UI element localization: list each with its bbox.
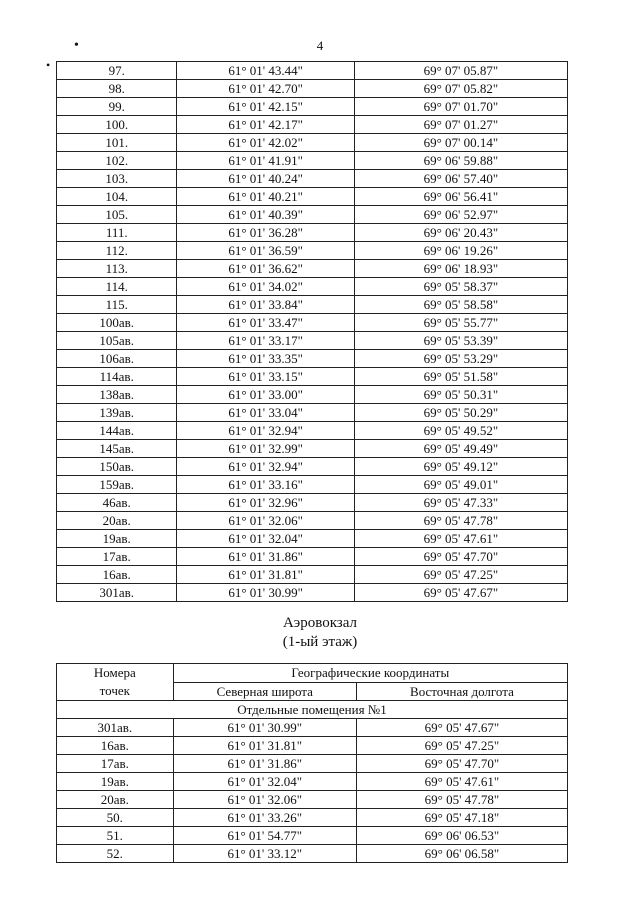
coordinates-table-1 xyxy=(56,61,568,602)
table-row xyxy=(57,494,568,512)
point-number-cell: 17ав. xyxy=(57,755,174,773)
longitude-cell: 69° 07' 05.82" xyxy=(354,80,567,98)
longitude-cell: 69° 07' 05.87" xyxy=(354,62,567,80)
table-row xyxy=(57,278,568,296)
header-coords: Географические координаты xyxy=(173,664,567,683)
longitude-cell: 69° 05' 51.58" xyxy=(354,368,567,386)
coordinates-table-2 xyxy=(56,663,568,863)
latitude-cell: 61° 01' 40.39" xyxy=(177,206,354,224)
point-number-cell: 20ав. xyxy=(57,512,177,530)
table-row xyxy=(57,512,568,530)
point-number-cell: 112. xyxy=(57,242,177,260)
point-number-cell: 101. xyxy=(57,134,177,152)
point-number-cell: 105. xyxy=(57,206,177,224)
latitude-cell: 61° 01' 43.44" xyxy=(177,62,354,80)
point-number-cell: 16ав. xyxy=(57,737,174,755)
latitude-cell: 61° 01' 33.26" xyxy=(173,809,356,827)
longitude-cell: 69° 05' 47.67" xyxy=(354,584,567,602)
header-longitude: Восточная долгота xyxy=(356,682,567,701)
section-title: Аэровокзал xyxy=(282,615,358,631)
point-number-cell: 144ав. xyxy=(57,422,177,440)
table-row xyxy=(57,845,568,863)
point-number-cell: 104. xyxy=(57,188,177,206)
point-number-cell: 150ав. xyxy=(57,458,177,476)
longitude-cell: 69° 06' 20.43" xyxy=(354,224,567,242)
longitude-cell: 69° 05' 47.61" xyxy=(354,530,567,548)
table-row xyxy=(57,152,568,170)
latitude-cell: 61° 01' 32.94" xyxy=(177,458,354,476)
longitude-cell: 69° 05' 58.58" xyxy=(354,296,567,314)
longitude-cell: 69° 05' 49.12" xyxy=(354,458,567,476)
longitude-cell: 69° 06' 57.40" xyxy=(354,170,567,188)
table-row xyxy=(57,584,568,602)
table-row xyxy=(57,224,568,242)
table-row xyxy=(57,62,568,80)
latitude-cell: 61° 01' 33.12" xyxy=(173,845,356,863)
point-number-cell: 16ав. xyxy=(57,566,177,584)
latitude-cell: 61° 01' 32.04" xyxy=(177,530,354,548)
point-number-cell: 17ав. xyxy=(57,548,177,566)
table-row xyxy=(57,206,568,224)
section-row xyxy=(57,701,568,719)
point-number-cell: 111. xyxy=(57,224,177,242)
latitude-cell: 61° 01' 34.02" xyxy=(177,278,354,296)
longitude-cell: 69° 05' 47.25" xyxy=(356,737,567,755)
longitude-cell: 69° 05' 58.37" xyxy=(354,278,567,296)
point-number-cell: 103. xyxy=(57,170,177,188)
table-row xyxy=(57,260,568,278)
table-row xyxy=(57,548,568,566)
point-number-cell: 301ав. xyxy=(57,584,177,602)
longitude-cell: 69° 05' 49.01" xyxy=(354,476,567,494)
point-number-cell: 50. xyxy=(57,809,174,827)
latitude-cell: 61° 01' 30.99" xyxy=(173,719,356,737)
table-row xyxy=(57,386,568,404)
table-body xyxy=(57,664,568,863)
longitude-cell: 69° 05' 47.25" xyxy=(354,566,567,584)
table-row xyxy=(57,458,568,476)
point-number-cell: 46ав. xyxy=(57,494,177,512)
longitude-cell: 69° 06' 59.88" xyxy=(354,152,567,170)
longitude-cell: 69° 06' 19.26" xyxy=(354,242,567,260)
table-row xyxy=(57,791,568,809)
table-row xyxy=(57,296,568,314)
table-row xyxy=(57,80,568,98)
point-number-cell: 97. xyxy=(57,62,177,80)
longitude-cell: 69° 06' 06.58" xyxy=(356,845,567,863)
latitude-cell: 61° 01' 41.91" xyxy=(177,152,354,170)
latitude-cell: 61° 01' 33.84" xyxy=(177,296,354,314)
longitude-cell: 69° 05' 47.70" xyxy=(354,548,567,566)
latitude-cell: 61° 01' 33.15" xyxy=(177,368,354,386)
latitude-cell: 61° 01' 30.99" xyxy=(177,584,354,602)
longitude-cell: 69° 05' 47.67" xyxy=(356,719,567,737)
point-number-cell: 100ав. xyxy=(57,314,177,332)
latitude-cell: 61° 01' 31.86" xyxy=(177,548,354,566)
point-number-cell: 159ав. xyxy=(57,476,177,494)
point-number-cell: 19ав. xyxy=(57,773,174,791)
latitude-cell: 61° 01' 33.16" xyxy=(177,476,354,494)
longitude-cell: 69° 05' 47.70" xyxy=(356,755,567,773)
page-number: 4 xyxy=(316,38,324,53)
longitude-cell: 69° 05' 49.49" xyxy=(354,440,567,458)
longitude-cell: 69° 05' 55.77" xyxy=(354,314,567,332)
longitude-cell: 69° 05' 50.29" xyxy=(354,404,567,422)
latitude-cell: 61° 01' 33.35" xyxy=(177,350,354,368)
table-row xyxy=(57,773,568,791)
point-number-cell: 113. xyxy=(57,260,177,278)
scan-dot-mark: • xyxy=(74,38,79,53)
table-row xyxy=(57,476,568,494)
table-row xyxy=(57,134,568,152)
header-points xyxy=(57,664,174,701)
table-row xyxy=(57,719,568,737)
section-label: Отдельные помещения №1 xyxy=(57,701,568,719)
longitude-cell: 69° 06' 18.93" xyxy=(354,260,567,278)
scan-dot-mark: • xyxy=(46,58,51,72)
table-row xyxy=(57,188,568,206)
latitude-cell: 61° 01' 32.06" xyxy=(173,791,356,809)
latitude-cell: 61° 01' 40.21" xyxy=(177,188,354,206)
table-row xyxy=(57,368,568,386)
header-points-label: Номера точек xyxy=(93,665,136,698)
point-number-cell: 139ав. xyxy=(57,404,177,422)
longitude-cell: 69° 05' 53.39" xyxy=(354,332,567,350)
latitude-cell: 61° 01' 32.96" xyxy=(177,494,354,512)
latitude-cell: 61° 01' 40.24" xyxy=(177,170,354,188)
latitude-cell: 61° 01' 33.04" xyxy=(177,404,354,422)
longitude-cell: 69° 05' 47.33" xyxy=(354,494,567,512)
header-latitude: Северная широта xyxy=(173,682,356,701)
latitude-cell: 61° 01' 33.47" xyxy=(177,314,354,332)
table-row xyxy=(57,332,568,350)
latitude-cell: 61° 01' 54.77" xyxy=(173,827,356,845)
latitude-cell: 61° 01' 42.17" xyxy=(177,116,354,134)
point-number-cell: 20ав. xyxy=(57,791,174,809)
point-number-cell: 138ав. xyxy=(57,386,177,404)
latitude-cell: 61° 01' 31.81" xyxy=(173,737,356,755)
point-number-cell: 19ав. xyxy=(57,530,177,548)
longitude-cell: 69° 05' 49.52" xyxy=(354,422,567,440)
point-number-cell: 106ав. xyxy=(57,350,177,368)
table-row xyxy=(57,404,568,422)
table-row xyxy=(57,530,568,548)
table-row xyxy=(57,566,568,584)
latitude-cell: 61° 01' 31.86" xyxy=(173,755,356,773)
longitude-cell: 69° 06' 52.97" xyxy=(354,206,567,224)
table-row xyxy=(57,440,568,458)
table-body xyxy=(57,62,568,602)
longitude-cell: 69° 07' 01.27" xyxy=(354,116,567,134)
latitude-cell: 61° 01' 42.15" xyxy=(177,98,354,116)
point-number-cell: 102. xyxy=(57,152,177,170)
latitude-cell: 61° 01' 42.70" xyxy=(177,80,354,98)
latitude-cell: 61° 01' 36.59" xyxy=(177,242,354,260)
longitude-cell: 69° 05' 53.29" xyxy=(354,350,567,368)
longitude-cell: 69° 07' 00.14" xyxy=(354,134,567,152)
latitude-cell: 61° 01' 33.17" xyxy=(177,332,354,350)
point-number-cell: 99. xyxy=(57,98,177,116)
longitude-cell: 69° 06' 56.41" xyxy=(354,188,567,206)
point-number-cell: 114ав. xyxy=(57,368,177,386)
section-subtitle: (1-ый этаж) xyxy=(282,634,358,650)
latitude-cell: 61° 01' 42.02" xyxy=(177,134,354,152)
table-row xyxy=(57,170,568,188)
latitude-cell: 61° 01' 32.06" xyxy=(177,512,354,530)
point-number-cell: 114. xyxy=(57,278,177,296)
point-number-cell: 100. xyxy=(57,116,177,134)
longitude-cell: 69° 05' 47.78" xyxy=(356,791,567,809)
table-row xyxy=(57,755,568,773)
table-row xyxy=(57,98,568,116)
point-number-cell: 115. xyxy=(57,296,177,314)
table-row xyxy=(57,242,568,260)
latitude-cell: 61° 01' 32.04" xyxy=(173,773,356,791)
table-row xyxy=(57,350,568,368)
longitude-cell: 69° 06' 06.53" xyxy=(356,827,567,845)
latitude-cell: 61° 01' 31.81" xyxy=(177,566,354,584)
point-number-cell: 51. xyxy=(57,827,174,845)
table-row xyxy=(57,737,568,755)
latitude-cell: 61° 01' 33.00" xyxy=(177,386,354,404)
table-row xyxy=(57,116,568,134)
latitude-cell: 61° 01' 32.94" xyxy=(177,422,354,440)
longitude-cell: 69° 05' 47.18" xyxy=(356,809,567,827)
longitude-cell: 69° 07' 01.70" xyxy=(354,98,567,116)
point-number-cell: 98. xyxy=(57,80,177,98)
latitude-cell: 61° 01' 32.99" xyxy=(177,440,354,458)
point-number-cell: 105ав. xyxy=(57,332,177,350)
longitude-cell: 69° 05' 47.78" xyxy=(354,512,567,530)
table-row xyxy=(57,314,568,332)
point-number-cell: 301ав. xyxy=(57,719,174,737)
longitude-cell: 69° 05' 50.31" xyxy=(354,386,567,404)
point-number-cell: 145ав. xyxy=(57,440,177,458)
latitude-cell: 61° 01' 36.28" xyxy=(177,224,354,242)
table-row xyxy=(57,809,568,827)
table-header-row xyxy=(57,664,568,683)
longitude-cell: 69° 05' 47.61" xyxy=(356,773,567,791)
latitude-cell: 61° 01' 36.62" xyxy=(177,260,354,278)
table-row xyxy=(57,827,568,845)
table-row xyxy=(57,422,568,440)
point-number-cell: 52. xyxy=(57,845,174,863)
